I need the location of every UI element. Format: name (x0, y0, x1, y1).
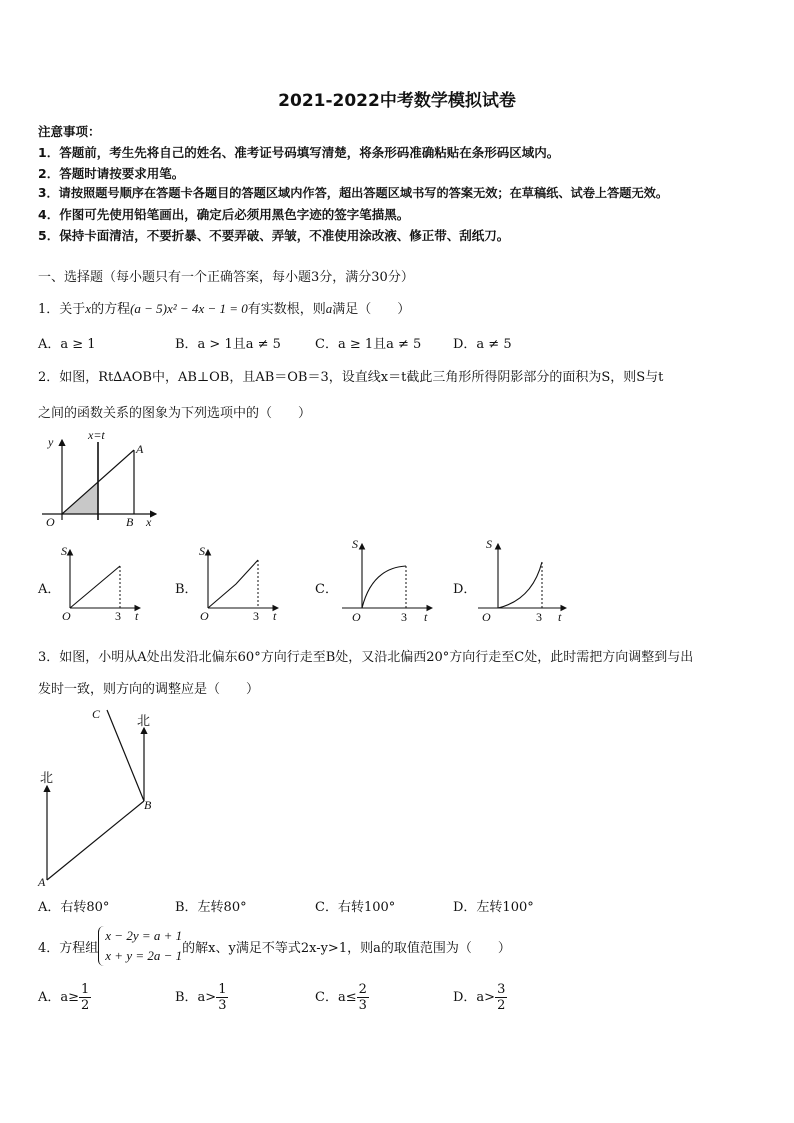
q2-graph-a-3: 3 (115, 609, 121, 623)
q2-graph-d-t: t (558, 610, 562, 624)
notice-item-5: 5．保持卡面清洁，不要折暴、不要弄破、弄皱，不准使用涂改液、修正带、刮纸刀。 (38, 228, 510, 243)
fraction-denominator: 3 (218, 998, 227, 1013)
q1-pre: 1．关于 (38, 302, 86, 317)
q2-graph-a-curve (70, 566, 120, 608)
q4-option-d (453, 982, 507, 1013)
q2-graph-d (476, 534, 566, 626)
notice-item-3: 3．请按照题号顺序在答题卡各题目的答题区域内作答，超出答题区域书写的答案无效；在草稿纸、试卷上答题无效。 (38, 186, 669, 200)
q4-option-c (315, 982, 369, 1013)
fraction-numerator: 1 (218, 982, 227, 997)
q1-option-d: D．a ≠ 5 (453, 337, 512, 352)
q2-label-x: x (146, 515, 152, 529)
q2-graph-d-3: 3 (536, 610, 542, 624)
q2-graph-a-o: O (62, 609, 71, 623)
q2-graph-d-o: O (482, 610, 491, 624)
notice-heading: 注意事项： (38, 124, 101, 139)
q4-equation-system (98, 926, 182, 966)
fraction-numerator: 3 (497, 982, 506, 997)
fraction-denominator: 3 (358, 998, 367, 1013)
q3-line-2: 发时一致，则方向的调整应是（ ） (38, 682, 260, 697)
q2-graph-c-3: 3 (401, 610, 407, 624)
q3-label-north-1: 北 (40, 771, 54, 786)
q4-eq-1: x − 2y = a + 1 (105, 928, 183, 943)
q1-option-b: B．a > 1且a ≠ 5 (175, 337, 281, 352)
q2-graph-c-s: S (352, 537, 358, 551)
q4-option-b-label: B．a> (175, 990, 217, 1005)
q2-graph-b-3: 3 (253, 609, 259, 623)
q4-eq-2: x + y = 2a − 1 (105, 948, 183, 963)
q3-label-a: A (38, 875, 46, 889)
notice-item-4: 4．作图可先使用铅笔画出，确定后必须用黑色字迹的签字笔描黑。 (38, 207, 410, 222)
q2-line-2: 之间的函数关系的图象为下列选项中的（ ） (38, 406, 312, 421)
q4-option-d-label: D．a> (453, 990, 496, 1005)
q3-option-d: D．左转100° (453, 900, 534, 915)
question-1 (38, 298, 410, 317)
q1-end: 满足（ ） (332, 302, 411, 317)
q4-option-b-fraction (216, 982, 228, 1013)
q2-label-b: B (126, 515, 134, 529)
q2-option-b-letter: B． (175, 582, 198, 597)
q2-option-c-letter: C． (315, 582, 338, 597)
q1-post: 有实数根，则 (247, 302, 326, 317)
q2-option-a-letter: A． (38, 582, 61, 597)
page-title: 2021-2022中考数学模拟试卷 (278, 91, 516, 111)
q4-option-a-label: A．a≥ (38, 990, 80, 1005)
q3-option-a: A．右转80° (38, 900, 110, 915)
notice-item-2: 2．答题时请按要求用笔。 (38, 166, 185, 181)
q1-equation: (a − 5)x² − 4x − 1 = 0 (130, 301, 248, 316)
fraction-numerator: 2 (358, 982, 367, 997)
fraction-denominator: 2 (81, 998, 90, 1013)
q2-graph-b-o: O (200, 609, 209, 623)
fraction-numerator: 1 (81, 982, 90, 997)
q2-graph-b-t: t (273, 609, 277, 623)
q2-triangle-figure (36, 428, 166, 532)
q4-option-c-fraction (357, 982, 369, 1013)
q2-graph-c (340, 534, 430, 626)
q3-label-c: C (92, 707, 101, 721)
q2-label-a: A (136, 442, 144, 456)
q2-line-1: 2．如图，Rt∆AOB中，AB⊥OB，且AB＝OB＝3，设直线x＝t截此三角形所得阴影部分的面积为S，则S与t (38, 370, 664, 385)
q3-label-north-2: 北 (137, 714, 151, 729)
q2-graph-c-curve (362, 566, 406, 608)
q4-option-b (175, 982, 228, 1013)
q2-label-o: O (46, 515, 55, 529)
q4-option-a (38, 982, 91, 1013)
q1-option-a: A．a ≥ 1 (38, 337, 96, 352)
q4-option-a-fraction (79, 982, 91, 1013)
q3-direction-figure (36, 704, 166, 890)
q2-graph-b-curve (208, 560, 258, 608)
q2-graph-a (58, 540, 148, 626)
q4-pre: 4．方程组 (38, 940, 99, 956)
q1-mid: 的方程 (91, 302, 131, 317)
q1-var-a: a (325, 301, 333, 316)
q1-option-c: C．a ≥ 1且a ≠ 5 (315, 337, 422, 352)
question-4 (38, 926, 511, 966)
q2-graph-a-t: t (135, 609, 139, 623)
q2-label-xt: x=t (88, 428, 105, 442)
q2-graph-a-s: S (61, 544, 67, 558)
q2-option-d-letter: D． (453, 582, 477, 597)
q3-line-1: 3．如图，小明从A处出发沿北偏东60°方向行走至B处，又沿北偏西20°方向行走至C处，此时需把方向调整到与出 (38, 650, 694, 665)
q3-path-ab (47, 801, 144, 880)
notice-item-1: 1．答题前，考生先将自己的姓名、准考证号码填写清楚，将条形码准确粘贴在条形码区域内。 (38, 145, 560, 160)
q4-option-c-label: C．a≤ (315, 990, 357, 1005)
q2-graph-c-o: O (352, 610, 361, 624)
q4-post: 的解x、y满足不等式2x-y>1，则a的取值范围为（ ） (182, 940, 511, 956)
q2-graph-b-s: S (199, 544, 205, 558)
fraction-denominator: 2 (497, 998, 506, 1013)
q3-label-b: B (144, 798, 152, 812)
q1-var-x: x (85, 301, 92, 316)
q4-option-d-fraction (495, 982, 507, 1013)
q3-option-c: C．右转100° (315, 900, 396, 915)
q2-graph-d-curve (498, 562, 542, 608)
q2-graph-d-s: S (486, 537, 492, 551)
q2-graph-c-t: t (424, 610, 428, 624)
q2-label-y: y (48, 435, 54, 449)
q3-option-b: B．左转80° (175, 900, 247, 915)
section-heading: 一、选择题（每小题只有一个正确答案，每小题3分，满分30分） (38, 270, 414, 285)
q2-graph-b (196, 540, 286, 626)
